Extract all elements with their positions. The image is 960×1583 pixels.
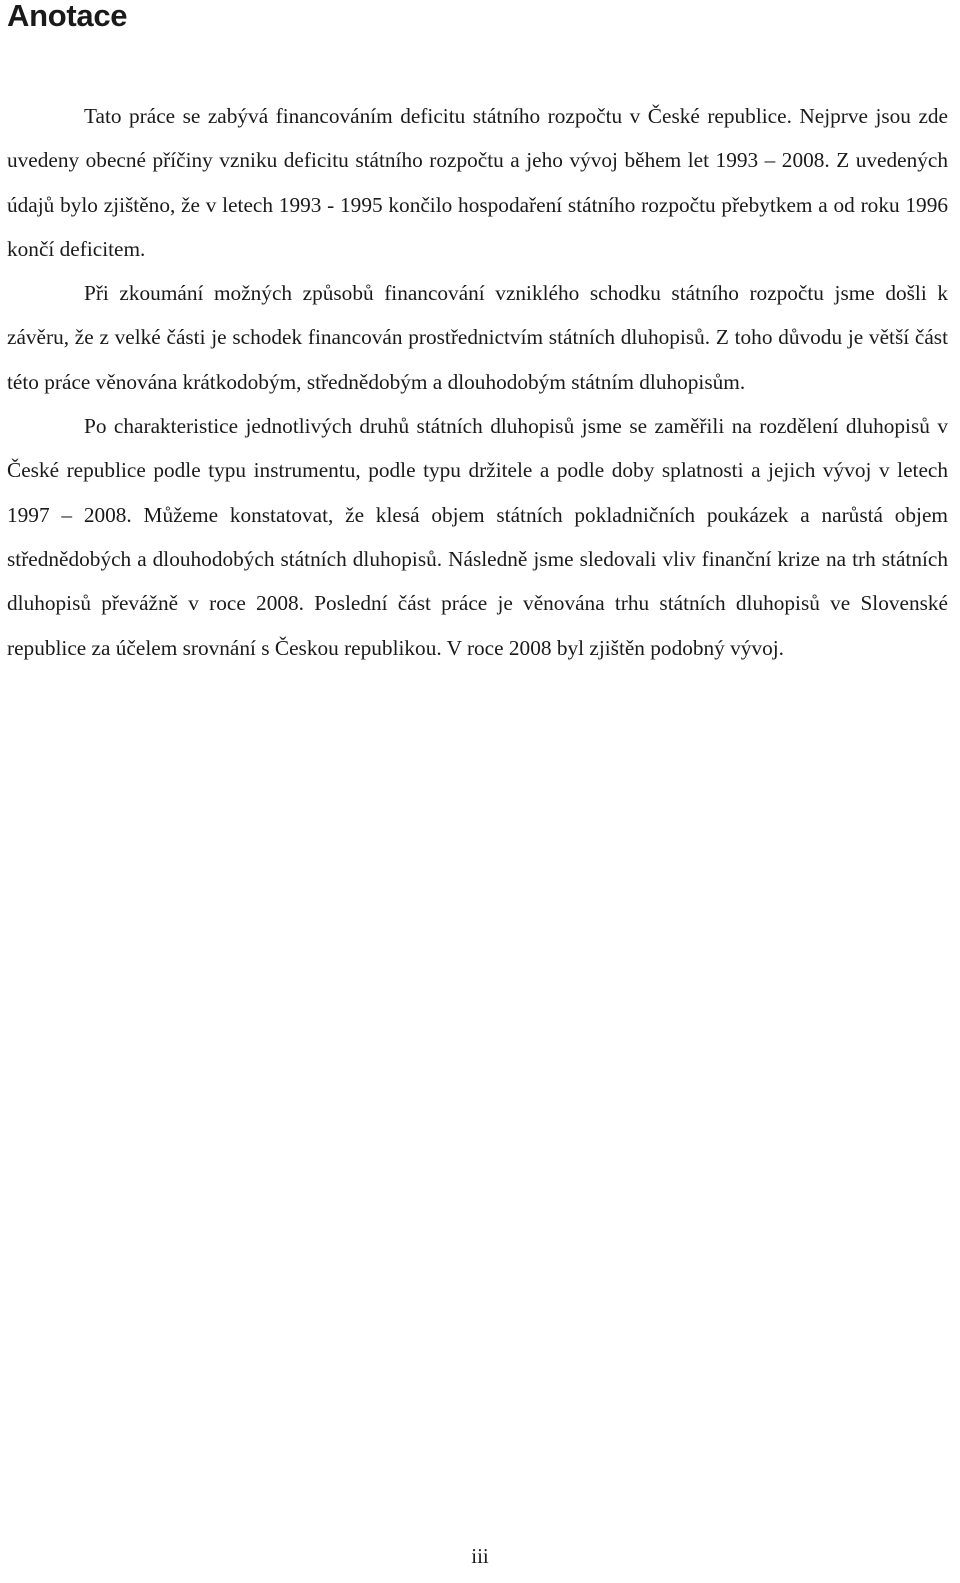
paragraph-2: Při zkoumání možných způsobů financování vzniklého schodku státního rozpočtu jsme došli k závěru, že z velké části je schodek financován prostřednictvím státních dluhopisů. Z toho důvodu je větší část této práce věnována krátkodobým, střednědobým a dlouhodobým státním dluhopisům. [7,281,948,394]
paragraph-3: Po charakteristice jednotlivých druhů státních dluhopisů jsme se zaměřili na rozdělení dluhopisů v České republice podle typu instrumentu, podle typu držitele a podle doby splatnosti a jejich vývoj v letech 1997 – 2008. Můžeme konstatovat, že klesá objem státních pokladničních poukázek a narůstá objem střednědobých a dlouhodobých státních dluhopisů. Následně jsme sledovali vliv finanční krize na trh státních dluhopisů převážně v roce 2008. Poslední část práce je věnována trhu státních dluhopisů ve Slovenské republice za účelem srovnání s Českou republikou. V roce 2008 byl zjištěn podobný vývoj. [7,414,948,660]
abstract-body [7,94,948,670]
paragraph-1: Tato práce se zabývá financováním deficitu státního rozpočtu v České republice. Nejprve jsou zde uvedeny obecné příčiny vzniku deficitu státního rozpočtu a jeho vývoj během let 1993 – 2008. Z uvedených údajů bylo zjištěno, že v letech 1993 - 1995 končilo hospodaření státního rozpočtu přebytkem a od roku 1996 končí deficitem. [7,104,948,261]
page-number: iii [471,1544,489,1568]
page-title: Anotace [7,0,128,33]
